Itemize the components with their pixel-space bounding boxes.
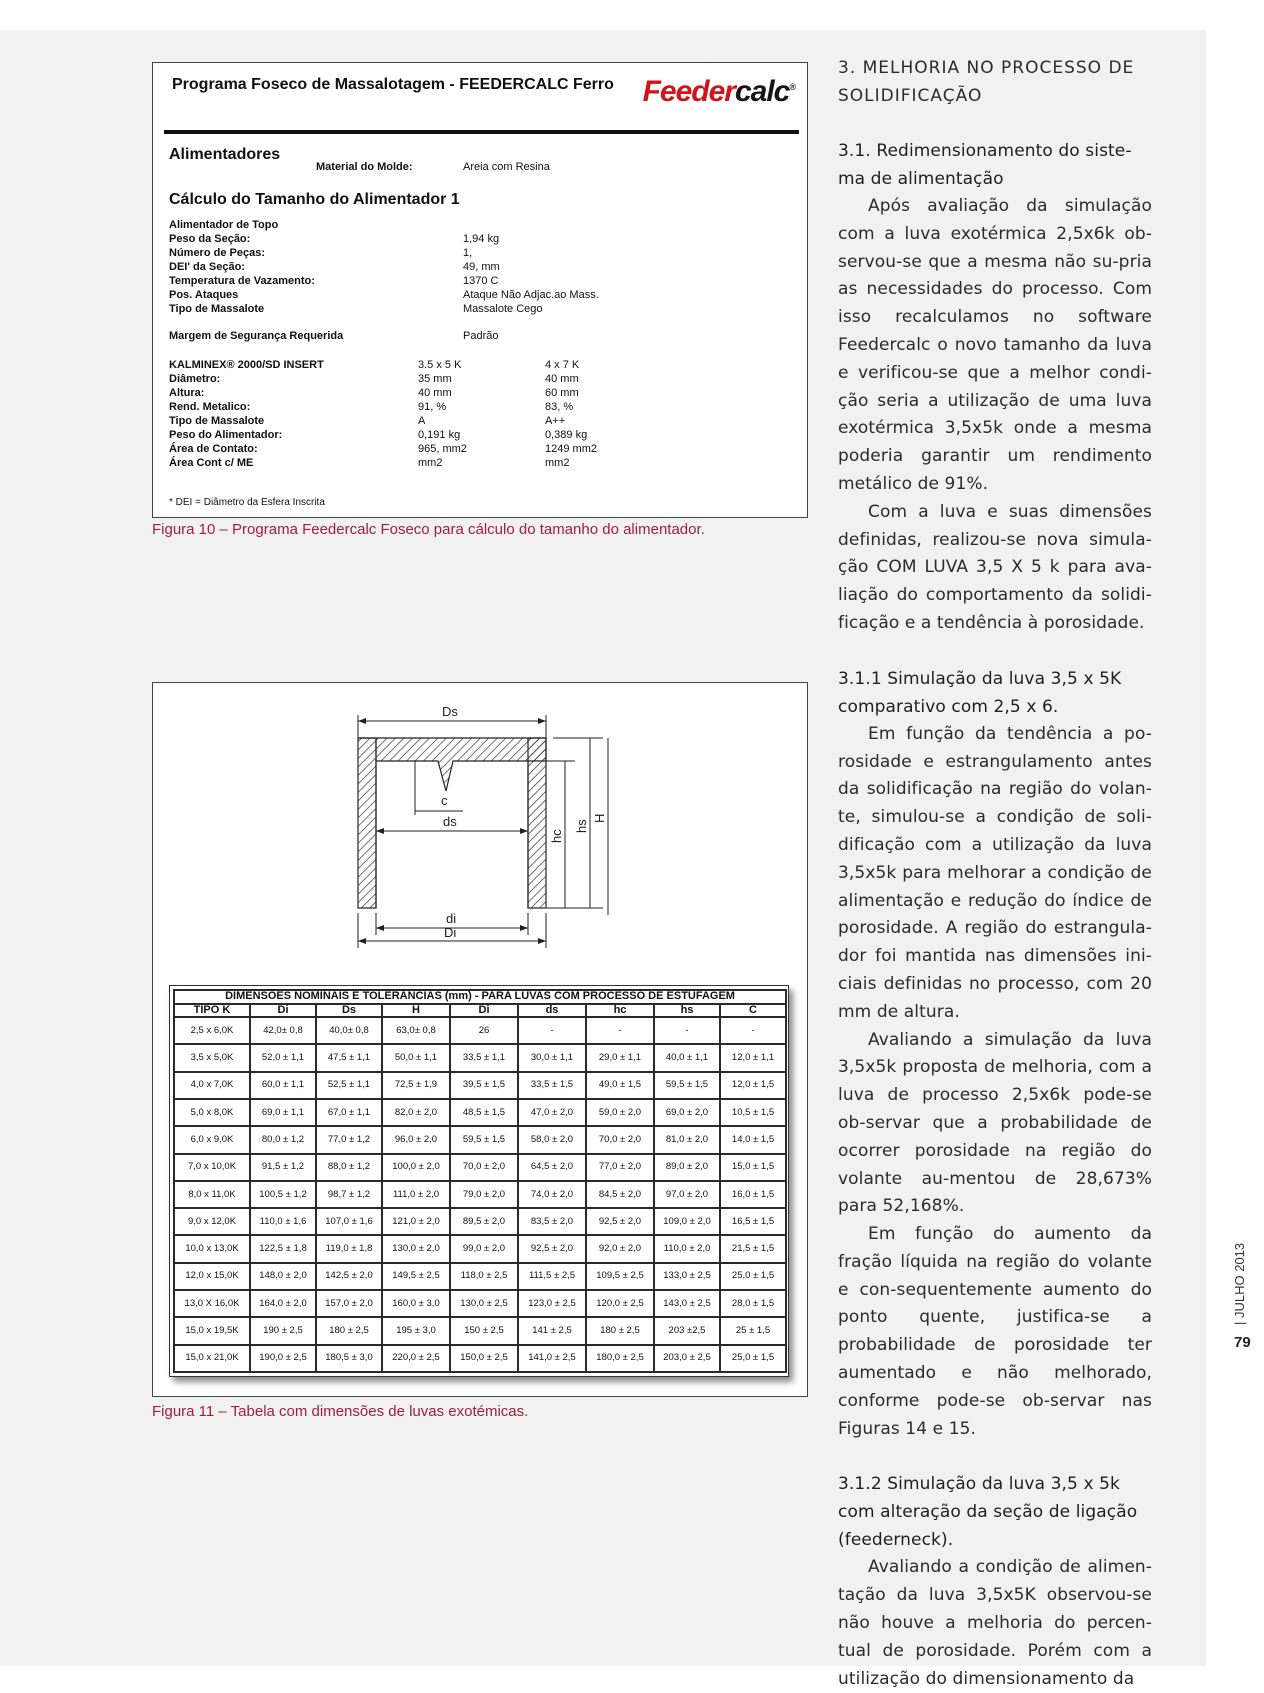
table-cell: 157,0 ± 2,0 — [316, 1290, 382, 1317]
param-label: Peso da Seção: — [169, 233, 251, 245]
insert-label: Rend. Metalico: — [169, 401, 251, 413]
table-cell: 96,0 ± 2,0 — [382, 1126, 450, 1153]
table-cell: 110,0 ± 1,6 — [250, 1208, 316, 1235]
label-di: di — [446, 911, 457, 926]
table-cell: 12,0 ± 1,1 — [720, 1044, 786, 1071]
param-label: Pos. Ataques — [169, 289, 239, 301]
table-row — [174, 1044, 786, 1071]
table-header-cell: ds — [518, 1004, 586, 1018]
param-value: 1,94 kg — [463, 233, 500, 245]
table-cell: 118,0 ± 2,5 — [450, 1263, 518, 1290]
table-cell: 69,0 ± 1,1 — [250, 1099, 316, 1126]
table-cell: 3,5 x 5,0K — [174, 1044, 250, 1071]
left-wall — [358, 738, 376, 908]
table-cell: 52,0 ± 1,1 — [250, 1044, 316, 1071]
table-cell: 47,0 ± 2,0 — [518, 1099, 586, 1126]
table-cell: 120,0 ± 2,5 — [586, 1290, 654, 1317]
insert-value-b: 60 mm — [545, 387, 579, 399]
insert-value-b: 1249 mm2 — [545, 443, 597, 455]
label-Ds: Ds — [442, 704, 458, 719]
table-cell: 164,0 ± 2,0 — [250, 1290, 316, 1317]
table-cell: 92,5 ± 2,0 — [586, 1208, 654, 1235]
table-cell: 72,5 ± 1,9 — [382, 1072, 450, 1099]
param-value: Ataque Não Adjac.ao Mass. — [463, 289, 599, 301]
insert-value-b: mm2 — [545, 457, 570, 469]
table-cell: 220,0 ± 2,5 — [382, 1345, 450, 1372]
table-cell: 47,5 ± 1,1 — [316, 1044, 382, 1071]
dimensions-table-frame — [169, 985, 789, 1377]
table-cell: 15,0 x 19,5K — [174, 1317, 250, 1344]
table-cell: 29,0 ± 1,1 — [586, 1044, 654, 1071]
table-cell: 84,5 ± 2,0 — [586, 1181, 654, 1208]
label-Di: Di — [444, 925, 457, 940]
table-cell: - — [518, 1017, 586, 1044]
page-number: 79 — [1234, 1334, 1251, 1351]
table-cell: 119,0 ± 1,8 — [316, 1235, 382, 1262]
table-cell: 9,0 x 12,0K — [174, 1208, 250, 1235]
table-cell: 10,5 ± 1,5 — [720, 1099, 786, 1126]
table-cell: 16,5 ± 1,5 — [720, 1208, 786, 1235]
table-cell: 190,0 ± 2,5 — [250, 1345, 316, 1372]
table-cell: 40,0 ± 1,1 — [654, 1044, 720, 1071]
paragraph: Em função do aumento da fração líquida na região do volante e con-sequentemente aumento do ponto quente, justifica-se a probabilidade de porosidade ter aumentado e não melhorado, conforme pode-se ob-servar nas Figuras 14 e 15. — [838, 1224, 1152, 1439]
figure-feedercalc-screenshot — [152, 62, 808, 518]
table-cell: 15,0 x 21,0K — [174, 1345, 250, 1372]
insert-value-b: A++ — [545, 415, 566, 427]
insert-value-a: 965, mm2 — [418, 443, 467, 455]
table-cell: 83,5 ± 2,0 — [518, 1208, 586, 1235]
table-cell: 109,0 ± 2,0 — [654, 1208, 720, 1235]
table-cell: 142,5 ± 2,0 — [316, 1263, 382, 1290]
paragraph: Em função da tendência a po-rosidade e estrangulamento antes da solidificação na região do volan-te, simulou-se a condição de soli-dificação com a utilização da luva 3,5x5k para melhorar a condição de alimentação e redução do índice de porosidade. A região do estrangula-dor foi mantida nas dimensões ini-ciais definidas no processo, com 20 mm de altura. — [838, 723, 1152, 1022]
table-cell: 88,0 ± 1,2 — [316, 1154, 382, 1181]
insert-value-a: A — [418, 415, 426, 427]
insert-label: KALMINEX® 2000/SD INSERT — [169, 359, 324, 371]
table-cell: 98,7 ± 1,2 — [316, 1181, 382, 1208]
table-cell: 25,0 ± 1,5 — [720, 1345, 786, 1372]
insert-value-b: 4 x 7 K — [545, 359, 580, 371]
insert-value-a: 35 mm — [418, 373, 452, 385]
table-row — [174, 1263, 786, 1290]
table-cell: 133,0 ± 2,5 — [654, 1263, 720, 1290]
material-value: Areia com Resina — [463, 161, 550, 173]
insert-label: Área de Contato: — [169, 443, 258, 455]
margin-value: Padrão — [463, 330, 499, 342]
table-cell: 12,0 ± 1,5 — [720, 1072, 786, 1099]
dimensions-table — [173, 989, 787, 1373]
insert-value-a: 40 mm — [418, 387, 452, 399]
table-cell: 69,0 ± 2,0 — [654, 1099, 720, 1126]
table-cell: 195 ± 3,0 — [382, 1317, 450, 1344]
table-cell: 180 ± 2,5 — [316, 1317, 382, 1344]
insert-label: Altura: — [169, 387, 205, 399]
insert-value-b: 83, % — [545, 401, 574, 413]
table-header-cell: TIPO K — [174, 1004, 250, 1018]
table-cell: 39,5 ± 1,5 — [450, 1072, 518, 1099]
feedercalc-logo: Feedercalc® — [642, 75, 795, 108]
label-hc: hc — [549, 829, 564, 843]
table-cell: 77,0 ± 2,0 — [586, 1154, 654, 1181]
top-cap — [358, 738, 546, 791]
insert-value-b: 40 mm — [545, 373, 579, 385]
table-cell: 79,0 ± 2,0 — [450, 1181, 518, 1208]
table-header-cell: Di — [450, 1004, 518, 1018]
table-cell: 63,0± 0,8 — [382, 1017, 450, 1044]
table-cell: 2,5 x 6,0K — [174, 1017, 250, 1044]
table-cell: 5,0 x 8,0K — [174, 1099, 250, 1126]
table-cell: 111,5 ± 2,5 — [518, 1263, 586, 1290]
table-cell: 49,0 ± 1,5 — [586, 1072, 654, 1099]
article-text-column — [838, 54, 1152, 1693]
insert-value-a: mm2 — [418, 457, 443, 469]
table-cell: 97,0 ± 2,0 — [654, 1181, 720, 1208]
section-heading-3-1: 3.1. Redimensionamento do siste-ma de alimentação — [838, 141, 1132, 189]
label-hs: hs — [574, 819, 589, 833]
param-value: Massalote Cego — [463, 303, 543, 315]
material-label: Material do Molde: — [316, 161, 413, 173]
table-cell: 141,0 ± 2,5 — [518, 1345, 586, 1372]
table-cell: 180,5 ± 3,0 — [316, 1345, 382, 1372]
table-cell: 33,5 ± 1,1 — [450, 1044, 518, 1071]
table-header-cell: C — [720, 1004, 786, 1018]
table-row — [174, 1208, 786, 1235]
table-cell: 150,0 ± 2,5 — [450, 1345, 518, 1372]
table-cell: 122,5 ± 1,8 — [250, 1235, 316, 1262]
table-cell: 130,0 ± 2,0 — [382, 1235, 450, 1262]
table-cell: 30,0 ± 1,1 — [518, 1044, 586, 1071]
footnote: * DEI = Diâmetro da Esfera Inscrita — [169, 497, 325, 508]
table-cell: - — [586, 1017, 654, 1044]
table-cell: 99,0 ± 2,0 — [450, 1235, 518, 1262]
table-cell: 42,0± 0,8 — [250, 1017, 316, 1044]
table-cell: 13,0 X 16,0K — [174, 1290, 250, 1317]
table-cell: 26 — [450, 1017, 518, 1044]
table-cell: 107,0 ± 1,6 — [316, 1208, 382, 1235]
table-row — [174, 1017, 786, 1044]
sleeve-cross-section-diagram — [153, 683, 809, 983]
table-cell: 48,5 ± 1,5 — [450, 1099, 518, 1126]
param-label: Tipo de Massalote — [169, 303, 265, 315]
table-cell: 89,5 ± 2,0 — [450, 1208, 518, 1235]
table-cell: - — [654, 1017, 720, 1044]
section-heading: Alimentadores — [169, 146, 281, 163]
table-cell: 70,0 ± 2,0 — [450, 1154, 518, 1181]
insert-value-b: 0,389 kg — [545, 429, 588, 441]
section-heading-3: 3. MELHORIA NO PROCESSO DE SOLIDIFICAÇÃO — [838, 58, 1135, 106]
section-heading-3-1-1: 3.1.1 Simulação da luva 3,5 x 5K comparativo com 2,5 x 6. — [838, 668, 1122, 717]
table-cell: 150 ± 2,5 — [450, 1317, 518, 1344]
table-cell: 160,0 ± 3,0 — [382, 1290, 450, 1317]
label-c: c — [441, 793, 448, 808]
table-header-cell: Ds — [316, 1004, 382, 1018]
table-cell: 180,0 ± 2,5 — [586, 1345, 654, 1372]
program-title: Programa Foseco de Massalotagem - FEEDERCALC Ferro — [172, 76, 614, 93]
table-header-cell: hs — [654, 1004, 720, 1018]
table-cell: 148,0 ± 2,0 — [250, 1263, 316, 1290]
table-cell: 100,0 ± 2,0 — [382, 1154, 450, 1181]
table-cell: 28,0 ± 1,5 — [720, 1290, 786, 1317]
table-cell: 70,0 ± 2,0 — [586, 1126, 654, 1153]
paragraph: Avaliando a condição de alimen-tação da luva 3,5x5K observou-se não houve a melhoria do percen-tual de porosidade. Porém com a utilização do dimensionamento da — [838, 1557, 1152, 1689]
figure11-caption: Figura 11 – Tabela com dimensões de luvas exotémicas. — [152, 1403, 529, 1420]
table-cell: 40,0± 0,8 — [316, 1017, 382, 1044]
table-title: DIMENSÕES NOMINAIS E TOLERÂNCIAS (mm) - PARA LUVAS COM PROCESSO DE ESTUFAGEM — [174, 990, 786, 1004]
table-cell: 25 ± 1,5 — [720, 1317, 786, 1344]
table-cell: 123,0 ± 2,5 — [518, 1290, 586, 1317]
table-cell: 64,5 ± 2,0 — [518, 1154, 586, 1181]
insert-value-a: 3.5 x 5 K — [418, 359, 462, 371]
table-cell: 81,0 ± 2,0 — [654, 1126, 720, 1153]
table-cell: 7,0 x 10,0K — [174, 1154, 250, 1181]
table-cell: 50,0 ± 1,1 — [382, 1044, 450, 1071]
table-row — [174, 1235, 786, 1262]
table-cell: 4,0 x 7,0K — [174, 1072, 250, 1099]
table-cell: 121,0 ± 2,0 — [382, 1208, 450, 1235]
table-header-cell: hc — [586, 1004, 654, 1018]
table-cell: 77,0 ± 1,2 — [316, 1126, 382, 1153]
calc-title: Cálculo do Tamanho do Alimentador 1 — [169, 191, 460, 208]
table-row — [174, 1154, 786, 1181]
table-cell: 109,5 ± 2,5 — [586, 1263, 654, 1290]
table-cell: 80,0 ± 1,2 — [250, 1126, 316, 1153]
table-cell: 6,0 x 9,0K — [174, 1126, 250, 1153]
table-cell: 8,0 x 11,0K — [174, 1181, 250, 1208]
table-cell: 21,5 ± 1,5 — [720, 1235, 786, 1262]
table-cell: 59,0 ± 2,0 — [586, 1099, 654, 1126]
table-row — [174, 1072, 786, 1099]
table-cell: 60,0 ± 1,1 — [250, 1072, 316, 1099]
table-cell: 130,0 ± 2,5 — [450, 1290, 518, 1317]
table-cell: 82,0 ± 2,0 — [382, 1099, 450, 1126]
table-cell: 141 ± 2,5 — [518, 1317, 586, 1344]
table-header-cell: Di — [250, 1004, 316, 1018]
table-cell: 33,5 ± 1,5 — [518, 1072, 586, 1099]
table-cell: 58,0 ± 2,0 — [518, 1126, 586, 1153]
table-cell: 110,0 ± 2,0 — [654, 1235, 720, 1262]
table-cell: 74,0 ± 2,0 — [518, 1181, 586, 1208]
table-cell: 59,5 ± 1,5 — [654, 1072, 720, 1099]
param-label: Número de Peças: — [169, 247, 265, 259]
table-cell: 67,0 ± 1,1 — [316, 1099, 382, 1126]
param-value: 1370 C — [463, 275, 499, 287]
table-cell: 10,0 x 13,0K — [174, 1235, 250, 1262]
table-row — [174, 1181, 786, 1208]
label-H: H — [592, 813, 607, 823]
table-cell: 15,0 ± 1,5 — [720, 1154, 786, 1181]
table-row — [174, 1126, 786, 1153]
paragraph: Após avaliação da simulação com a luva exotérmica 2,5x6k ob-servou-se que a mesma não su-pria as necessidades do processo. Com isso recalculamos no software Feedercalc o novo tamanho da luva e verificou-se que a melhor condi-ção seria a utilização de uma luva exotérmica 3,5x5k onde a mesma poderia garantir um rendimento metálico de 91%. — [838, 196, 1152, 494]
param-value: 49, mm — [463, 261, 500, 273]
table-cell: 16,0 ± 1,5 — [720, 1181, 786, 1208]
top-feeder-label: Alimentador de Topo — [169, 219, 279, 231]
table-header-cell: H — [382, 1004, 450, 1018]
figure10-caption: Figura 10 – Programa Feedercalc Foseco para cálculo do tamanho do alimentador. — [152, 521, 705, 538]
insert-label: Tipo de Massalote — [169, 415, 265, 427]
table-cell: 180 ± 2,5 — [586, 1317, 654, 1344]
figure-sleeve-dimensions — [152, 682, 808, 1397]
margin-label: Margem de Segurança Requerida — [169, 330, 344, 342]
label-ds: ds — [443, 814, 457, 829]
table-cell: 92,5 ± 2,0 — [518, 1235, 586, 1262]
header-rule — [164, 130, 799, 134]
table-cell: 100,5 ± 1,2 — [250, 1181, 316, 1208]
insert-label: Peso do Alimentador: — [169, 429, 283, 441]
paragraph: Avaliando a simulação da luva 3,5x5k proposta de melhoria, com a luva de processo 2,5x6k pode-se ob-servar que a probabilidade de ocorrer porosidade na região do volante au-mentou de 28,673% para 52,168%. — [838, 1029, 1152, 1217]
table-cell: 91,5 ± 1,2 — [250, 1154, 316, 1181]
table-header-row — [174, 1004, 786, 1018]
table-cell: 59,5 ± 1,5 — [450, 1126, 518, 1153]
table-row — [174, 1290, 786, 1317]
table-cell: 25,0 ± 1,5 — [720, 1263, 786, 1290]
table-cell: 203 ±2,5 — [654, 1317, 720, 1344]
table-cell: 89,0 ± 2,0 — [654, 1154, 720, 1181]
section-heading-3-1-2: 3.1.2 Simulação da luva 3,5 x 5k com alteração da seção de ligação (feederneck). — [838, 1474, 1138, 1551]
insert-value-a: 0,191 kg — [418, 429, 461, 441]
paragraph: Com a luva e suas dimensões definidas, realizou-se nova simula-ção COM LUVA 3,5 X 5 k para ava-liação do comportamento da solidi-ficação e a tendência à porosidade. — [838, 501, 1152, 633]
param-label: DEI' da Seção: — [169, 261, 245, 273]
right-wall — [528, 738, 546, 908]
table-row — [174, 1099, 786, 1126]
insert-label: Diâmetro: — [169, 373, 221, 385]
table-cell: 92,0 ± 2,0 — [586, 1235, 654, 1262]
table-cell: - — [720, 1017, 786, 1044]
table-row — [174, 1345, 786, 1372]
table-cell: 149,5 ± 2,5 — [382, 1263, 450, 1290]
table-cell: 52,5 ± 1,1 — [316, 1072, 382, 1099]
table-cell: 12,0 x 15,0K — [174, 1263, 250, 1290]
table-row — [174, 1317, 786, 1344]
table-cell: 14,0 ± 1,5 — [720, 1126, 786, 1153]
param-label: Temperatura de Vazamento: — [169, 275, 315, 287]
param-value: 1, — [463, 247, 473, 259]
table-cell: 143,0 ± 2,5 — [654, 1290, 720, 1317]
insert-value-a: 91, % — [418, 401, 447, 413]
issue-date: | JULHO 2013 — [1232, 1242, 1247, 1325]
insert-label: Área Cont c/ ME — [169, 457, 254, 469]
table-cell: 111,0 ± 2,0 — [382, 1181, 450, 1208]
table-cell: 203,0 ± 2,5 — [654, 1345, 720, 1372]
table-cell: 190 ± 2,5 — [250, 1317, 316, 1344]
